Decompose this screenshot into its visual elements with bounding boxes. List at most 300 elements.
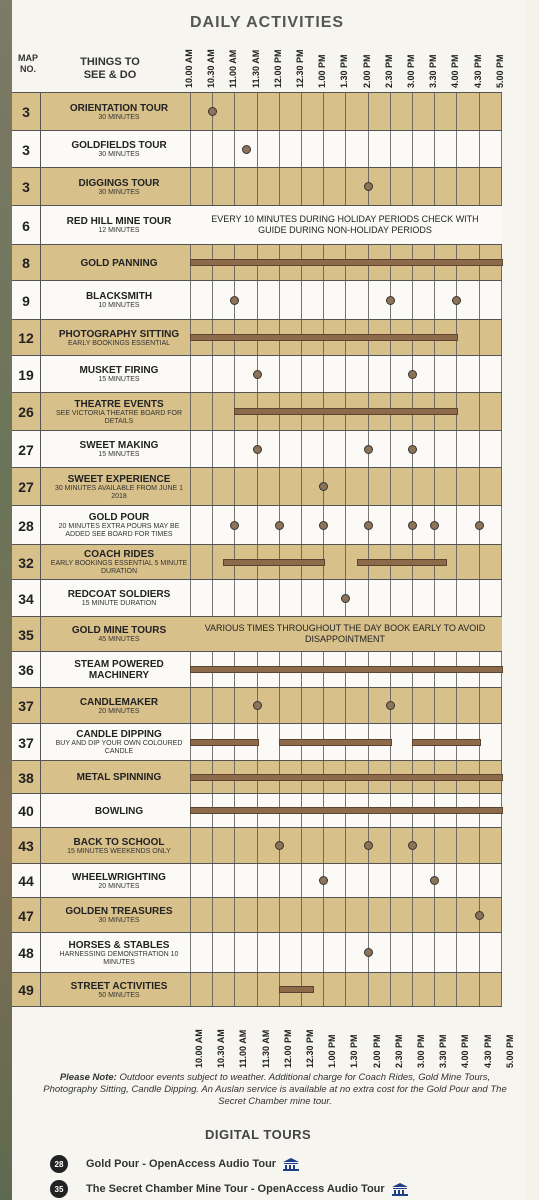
time-gridline — [434, 130, 435, 167]
time-gridline — [479, 392, 480, 430]
time-gridline — [412, 92, 413, 130]
activity-info — [50, 688, 188, 724]
time-gridline — [368, 972, 369, 1006]
time-gridline — [212, 827, 213, 863]
activity-name: METAL SPINNING — [76, 772, 162, 783]
activity-detail: 30 MINUTES — [98, 188, 140, 196]
activity-info — [50, 281, 188, 320]
activity-name: CANDLEMAKER — [79, 696, 159, 708]
session-marker — [341, 594, 350, 603]
time-footer: 4.00 PM — [460, 1034, 471, 1068]
activity-period-bar — [279, 739, 392, 746]
map-badge: 28 — [50, 1155, 68, 1173]
time-gridline — [212, 687, 213, 723]
time-gridline — [501, 467, 502, 505]
activity-name: REDCOAT SOLDIERS — [67, 589, 171, 600]
time-gridline — [212, 505, 213, 544]
map-number: 3 — [12, 168, 41, 206]
session-marker — [242, 145, 251, 154]
map-number: 3 — [12, 131, 41, 168]
time-gridline — [479, 92, 480, 130]
session-marker — [275, 521, 284, 530]
time-gridline — [190, 579, 191, 616]
time-gridline — [434, 355, 435, 392]
activity-detail: BUY AND DIP YOUR OWN COLOURED CANDLE — [55, 740, 183, 755]
activity-name: GOLDEN TREASURES — [65, 906, 173, 917]
time-gridline — [434, 579, 435, 616]
time-gridline — [212, 972, 213, 1006]
session-marker — [364, 948, 373, 957]
time-gridline — [368, 92, 369, 130]
time-gridline — [434, 827, 435, 863]
time-gridline — [501, 505, 502, 544]
map-number: 6 — [12, 206, 41, 245]
time-gridline — [501, 687, 502, 723]
time-gridline — [345, 430, 346, 467]
time-gridline — [456, 897, 457, 932]
time-gridline — [434, 92, 435, 130]
activity-detail: 50 MINUTES — [98, 991, 140, 999]
session-marker — [230, 296, 239, 305]
time-header: 2.30 PM — [383, 54, 394, 88]
time-gridline — [257, 467, 258, 505]
please-note-label: Please Note: — [59, 1072, 117, 1083]
time-gridline — [323, 932, 324, 972]
time-gridline — [212, 863, 213, 897]
activity-info — [50, 898, 188, 933]
time-gridline — [479, 863, 480, 897]
map-number: 3 — [12, 93, 41, 131]
map-number: 38 — [12, 761, 41, 794]
time-gridline — [301, 92, 302, 130]
activity-detail: 15 MINUTES — [98, 376, 140, 383]
session-marker — [364, 521, 373, 530]
time-gridline — [301, 579, 302, 616]
time-gridline — [456, 972, 457, 1006]
time-gridline — [190, 167, 191, 205]
time-gridline — [190, 280, 191, 319]
time-gridline — [234, 579, 235, 616]
activity-info — [50, 468, 188, 506]
activity-period-bar — [190, 807, 503, 814]
time-gridline — [390, 92, 391, 130]
time-gridline — [412, 897, 413, 932]
activity-info — [50, 393, 188, 431]
time-gridline — [234, 92, 235, 130]
activity-name: BLACKSMITH — [85, 291, 153, 302]
time-gridline — [345, 467, 346, 505]
map-number: 43 — [12, 828, 41, 864]
time-gridline — [456, 863, 457, 897]
time-gridline — [212, 467, 213, 505]
time-gridline — [257, 827, 258, 863]
time-gridline — [479, 687, 480, 723]
time-gridline — [190, 505, 191, 544]
time-gridline — [190, 130, 191, 167]
time-gridline — [501, 319, 502, 355]
time-gridline — [234, 863, 235, 897]
activity-detail: 20 MINUTES — [98, 707, 140, 715]
activity-period-bar — [190, 259, 503, 266]
session-marker — [253, 701, 262, 710]
time-gridline — [190, 897, 191, 932]
activity-info — [50, 761, 188, 794]
activity-name: RED HILL MINE TOUR — [66, 216, 172, 227]
time-header: 2.00 PM — [361, 54, 372, 88]
activity-period-bar — [190, 334, 458, 341]
time-gridline — [279, 932, 280, 972]
time-gridline — [479, 355, 480, 392]
activity-detail: EARLY BOOKINGS ESSENTIAL 5 MINUTE DURATION — [50, 560, 188, 575]
time-gridline — [434, 467, 435, 505]
background-edge — [0, 0, 12, 1200]
tour-label: Gold Pour - OpenAccess Audio Tour — [86, 1158, 277, 1170]
time-gridline — [434, 687, 435, 723]
time-gridline — [212, 544, 213, 579]
time-footer: 1.30 PM — [349, 1034, 360, 1068]
time-gridline — [479, 827, 480, 863]
time-gridline — [190, 430, 191, 467]
activity-info — [50, 245, 188, 281]
time-gridline — [456, 430, 457, 467]
time-gridline — [412, 687, 413, 723]
activity-info — [50, 828, 188, 864]
activity-name: THEATRE EVENTS — [74, 398, 164, 410]
activity-detail: 30 MINUTES AVAILABLE FROM JUNE 1 2018 — [54, 484, 184, 500]
time-gridline — [279, 167, 280, 205]
activity-detail: 15 MINUTE DURATION — [81, 600, 157, 607]
time-header: 12.00 PM — [272, 49, 283, 88]
time-header: 10.00 AM — [184, 49, 194, 88]
activity-info — [50, 933, 188, 973]
activity-info — [50, 973, 188, 1007]
activity-name: DIGGINGS TOUR — [78, 177, 160, 189]
time-gridline — [257, 897, 258, 932]
time-gridline — [190, 687, 191, 723]
time-gridline — [412, 467, 413, 505]
time-gridline — [479, 280, 480, 319]
time-gridline — [456, 167, 457, 205]
time-footer: 12.00 PM — [282, 1029, 293, 1068]
schedule-note: VARIOUS TIMES THROUGHOUT THE DAY BOOK EARLY TO AVOID DISAPPOINTMENT — [204, 622, 486, 644]
time-gridline — [190, 544, 191, 579]
time-gridline — [301, 355, 302, 392]
map-number: 44 — [12, 864, 41, 898]
activity-period-bar — [190, 666, 503, 673]
time-gridline — [212, 430, 213, 467]
time-footer: 2.30 PM — [393, 1034, 404, 1068]
time-gridline — [390, 130, 391, 167]
schedule-note: EVERY 10 MINUTES DURING HOLIDAY PERIODS CHECK WITH GUIDE DURING NON-HOLIDAY PERIODS — [211, 213, 479, 235]
time-gridline — [257, 505, 258, 544]
time-gridline — [301, 897, 302, 932]
time-gridline — [412, 130, 413, 167]
time-gridline — [212, 167, 213, 205]
time-footer: 1.00 PM — [327, 1034, 338, 1068]
map-number: 19 — [12, 356, 41, 393]
map-number: 36 — [12, 652, 41, 688]
activity-name: HORSES & STABLES — [68, 939, 170, 951]
time-gridline — [456, 687, 457, 723]
time-gridline — [323, 280, 324, 319]
time-gridline — [190, 827, 191, 863]
time-gridline — [368, 130, 369, 167]
time-footer: 5.00 PM — [504, 1034, 515, 1068]
time-gridline — [301, 467, 302, 505]
time-gridline — [234, 932, 235, 972]
time-gridline — [190, 355, 191, 392]
time-footer: 2.00 PM — [371, 1034, 382, 1068]
time-gridline — [390, 863, 391, 897]
activity-detail: SEE VICTORIA THEATRE BOARD FOR DETAILS — [55, 409, 183, 425]
time-gridline — [501, 130, 502, 167]
time-gridline — [412, 280, 413, 319]
things-header: THINGS TO SEE & DO — [80, 56, 140, 81]
session-marker — [364, 445, 373, 454]
time-gridline — [501, 92, 502, 130]
map-number: 28 — [12, 506, 41, 545]
map-no-header: MAP NO. — [18, 53, 38, 74]
time-gridline — [456, 544, 457, 579]
time-gridline — [301, 932, 302, 972]
activity-name: BOWLING — [94, 805, 144, 817]
activity-info — [50, 506, 188, 545]
map-number: 37 — [12, 688, 41, 724]
activity-info — [50, 580, 188, 617]
time-gridline — [212, 355, 213, 392]
time-gridline — [368, 355, 369, 392]
map-number: 27 — [12, 468, 41, 506]
activity-name: BACK TO SCHOOL — [73, 836, 165, 848]
time-header: 12.30 PM — [295, 49, 305, 88]
time-gridline — [456, 92, 457, 130]
activity-name: STREET ACTIVITIES — [70, 980, 168, 992]
session-marker — [475, 911, 484, 920]
time-gridline — [390, 932, 391, 972]
activity-name: ORIENTATION TOUR — [69, 102, 169, 114]
time-gridline — [323, 972, 324, 1006]
time-gridline — [234, 130, 235, 167]
time-gridline — [323, 355, 324, 392]
activity-info — [50, 431, 188, 468]
time-gridline — [390, 897, 391, 932]
session-marker — [408, 445, 417, 454]
activity-period-bar — [412, 739, 481, 746]
time-gridline — [501, 897, 502, 932]
activity-name: MUSKET FIRING — [79, 365, 159, 376]
time-gridline — [456, 932, 457, 972]
time-gridline — [301, 505, 302, 544]
activity-detail: 15 MINUTES WEEKENDS ONLY — [67, 847, 171, 855]
time-header: 1.00 PM — [317, 54, 328, 88]
time-gridline — [234, 467, 235, 505]
activity-detail: 20 MINUTES — [98, 882, 140, 890]
time-gridline — [456, 130, 457, 167]
time-gridline — [301, 280, 302, 319]
time-gridline — [390, 355, 391, 392]
time-gridline — [323, 130, 324, 167]
time-gridline — [323, 687, 324, 723]
time-gridline — [368, 579, 369, 616]
activity-detail: 10 MINUTES — [98, 302, 140, 309]
time-gridline — [456, 355, 457, 392]
time-gridline — [190, 932, 191, 972]
time-gridline — [323, 579, 324, 616]
time-gridline — [323, 430, 324, 467]
time-gridline — [279, 92, 280, 130]
time-gridline — [257, 579, 258, 616]
time-gridline — [412, 579, 413, 616]
time-gridline — [190, 467, 191, 505]
time-gridline — [345, 355, 346, 392]
time-gridline — [501, 355, 502, 392]
time-gridline — [390, 167, 391, 205]
map-badge: 35 — [50, 1180, 68, 1198]
time-gridline — [234, 430, 235, 467]
session-marker — [253, 370, 262, 379]
session-marker — [408, 841, 417, 850]
museum-icon — [282, 1157, 300, 1171]
time-gridline — [234, 972, 235, 1006]
time-gridline — [279, 579, 280, 616]
time-gridline — [279, 863, 280, 897]
tour-gold-pour[interactable] — [50, 1155, 300, 1173]
activity-period-bar — [190, 739, 259, 746]
time-gridline — [345, 932, 346, 972]
time-gridline — [190, 392, 191, 430]
time-gridline — [257, 280, 258, 319]
time-gridline — [279, 897, 280, 932]
time-gridline — [434, 280, 435, 319]
time-gridline — [345, 897, 346, 932]
session-marker — [475, 521, 484, 530]
time-gridline — [234, 355, 235, 392]
session-marker — [253, 445, 262, 454]
activity-detail: 20 MINUTES EXTRA POURS MAY BE ADDED SEE BOARD FOR TIMES — [58, 523, 180, 538]
time-gridline — [301, 130, 302, 167]
activity-detail: 30 MINUTES — [98, 151, 140, 158]
time-gridline — [390, 430, 391, 467]
activity-name: GOLD POUR — [88, 512, 150, 523]
time-gridline — [345, 280, 346, 319]
time-gridline — [234, 167, 235, 205]
activity-name: PHOTOGRAPHY SITTING — [58, 328, 180, 340]
time-gridline — [345, 827, 346, 863]
session-marker — [452, 296, 461, 305]
session-marker — [364, 841, 373, 850]
time-gridline — [345, 544, 346, 579]
map-number: 12 — [12, 320, 41, 356]
time-gridline — [301, 167, 302, 205]
activity-detail: 30 MINUTES — [98, 113, 140, 121]
time-gridline — [323, 167, 324, 205]
time-gridline — [279, 687, 280, 723]
session-marker — [230, 521, 239, 530]
activity-period-bar — [223, 559, 325, 566]
time-gridline — [323, 92, 324, 130]
activity-info — [50, 356, 188, 393]
time-gridline — [479, 319, 480, 355]
time-gridline — [257, 130, 258, 167]
time-gridline — [212, 897, 213, 932]
activity-name: GOLD PANNING — [80, 257, 158, 269]
activity-name: STEAM POWERED MACHINERY — [74, 659, 164, 681]
time-gridline — [190, 863, 191, 897]
time-gridline — [501, 972, 502, 1006]
time-gridline — [212, 392, 213, 430]
time-gridline — [257, 92, 258, 130]
time-header: 1.30 PM — [339, 54, 350, 88]
time-gridline — [257, 972, 258, 1006]
time-gridline — [479, 579, 480, 616]
time-gridline — [257, 932, 258, 972]
session-marker — [319, 521, 328, 530]
time-gridline — [390, 972, 391, 1006]
time-gridline — [190, 972, 191, 1006]
time-gridline — [345, 972, 346, 1006]
time-gridline — [279, 130, 280, 167]
time-gridline — [456, 505, 457, 544]
map-number: 9 — [12, 281, 41, 320]
time-footer: 4.30 PM — [482, 1034, 493, 1068]
map-number: 26 — [12, 393, 41, 431]
time-gridline — [279, 355, 280, 392]
session-marker — [430, 521, 439, 530]
activity-period-bar — [190, 774, 503, 781]
activity-name: COACH RIDES — [83, 549, 154, 560]
time-gridline — [479, 430, 480, 467]
activity-info — [50, 864, 188, 898]
activity-info — [50, 168, 188, 206]
activity-period-bar — [357, 559, 448, 566]
time-gridline — [390, 579, 391, 616]
activity-info — [50, 617, 188, 652]
time-gridline — [345, 92, 346, 130]
time-gridline — [412, 932, 413, 972]
time-gridline — [501, 167, 502, 205]
activity-detail: HARNESSING DEMONSTRATION 10 MINUTES — [59, 950, 179, 966]
time-gridline — [456, 579, 457, 616]
time-gridline — [390, 467, 391, 505]
time-header: 11.00 AM — [228, 49, 239, 88]
time-gridline — [479, 467, 480, 505]
session-marker — [408, 521, 417, 530]
time-header: 4.00 PM — [450, 54, 461, 88]
activity-info — [50, 131, 188, 168]
activity-info — [50, 320, 188, 356]
time-gridline — [434, 932, 435, 972]
time-gridline — [345, 505, 346, 544]
time-gridline — [368, 280, 369, 319]
time-footer: 3.30 PM — [438, 1034, 449, 1068]
time-gridline — [368, 687, 369, 723]
time-gridline — [501, 430, 502, 467]
time-footer: 10.30 AM — [216, 1029, 227, 1068]
time-gridline — [501, 392, 502, 430]
time-footer: 3.00 PM — [416, 1034, 426, 1068]
activity-period-bar — [279, 986, 314, 993]
map-number: 40 — [12, 794, 41, 828]
activity-detail: 30 MINUTES — [98, 917, 140, 924]
activity-name: WHEELWRIGHTING — [72, 871, 166, 883]
time-gridline — [368, 863, 369, 897]
session-marker — [386, 701, 395, 710]
activity-detail: 12 MINUTES — [98, 227, 140, 234]
time-gridline — [412, 167, 413, 205]
activity-detail: EARLY BOOKINGS ESSENTIAL — [67, 339, 171, 347]
time-gridline — [501, 280, 502, 319]
tour-secret-chamber[interactable] — [50, 1180, 409, 1198]
